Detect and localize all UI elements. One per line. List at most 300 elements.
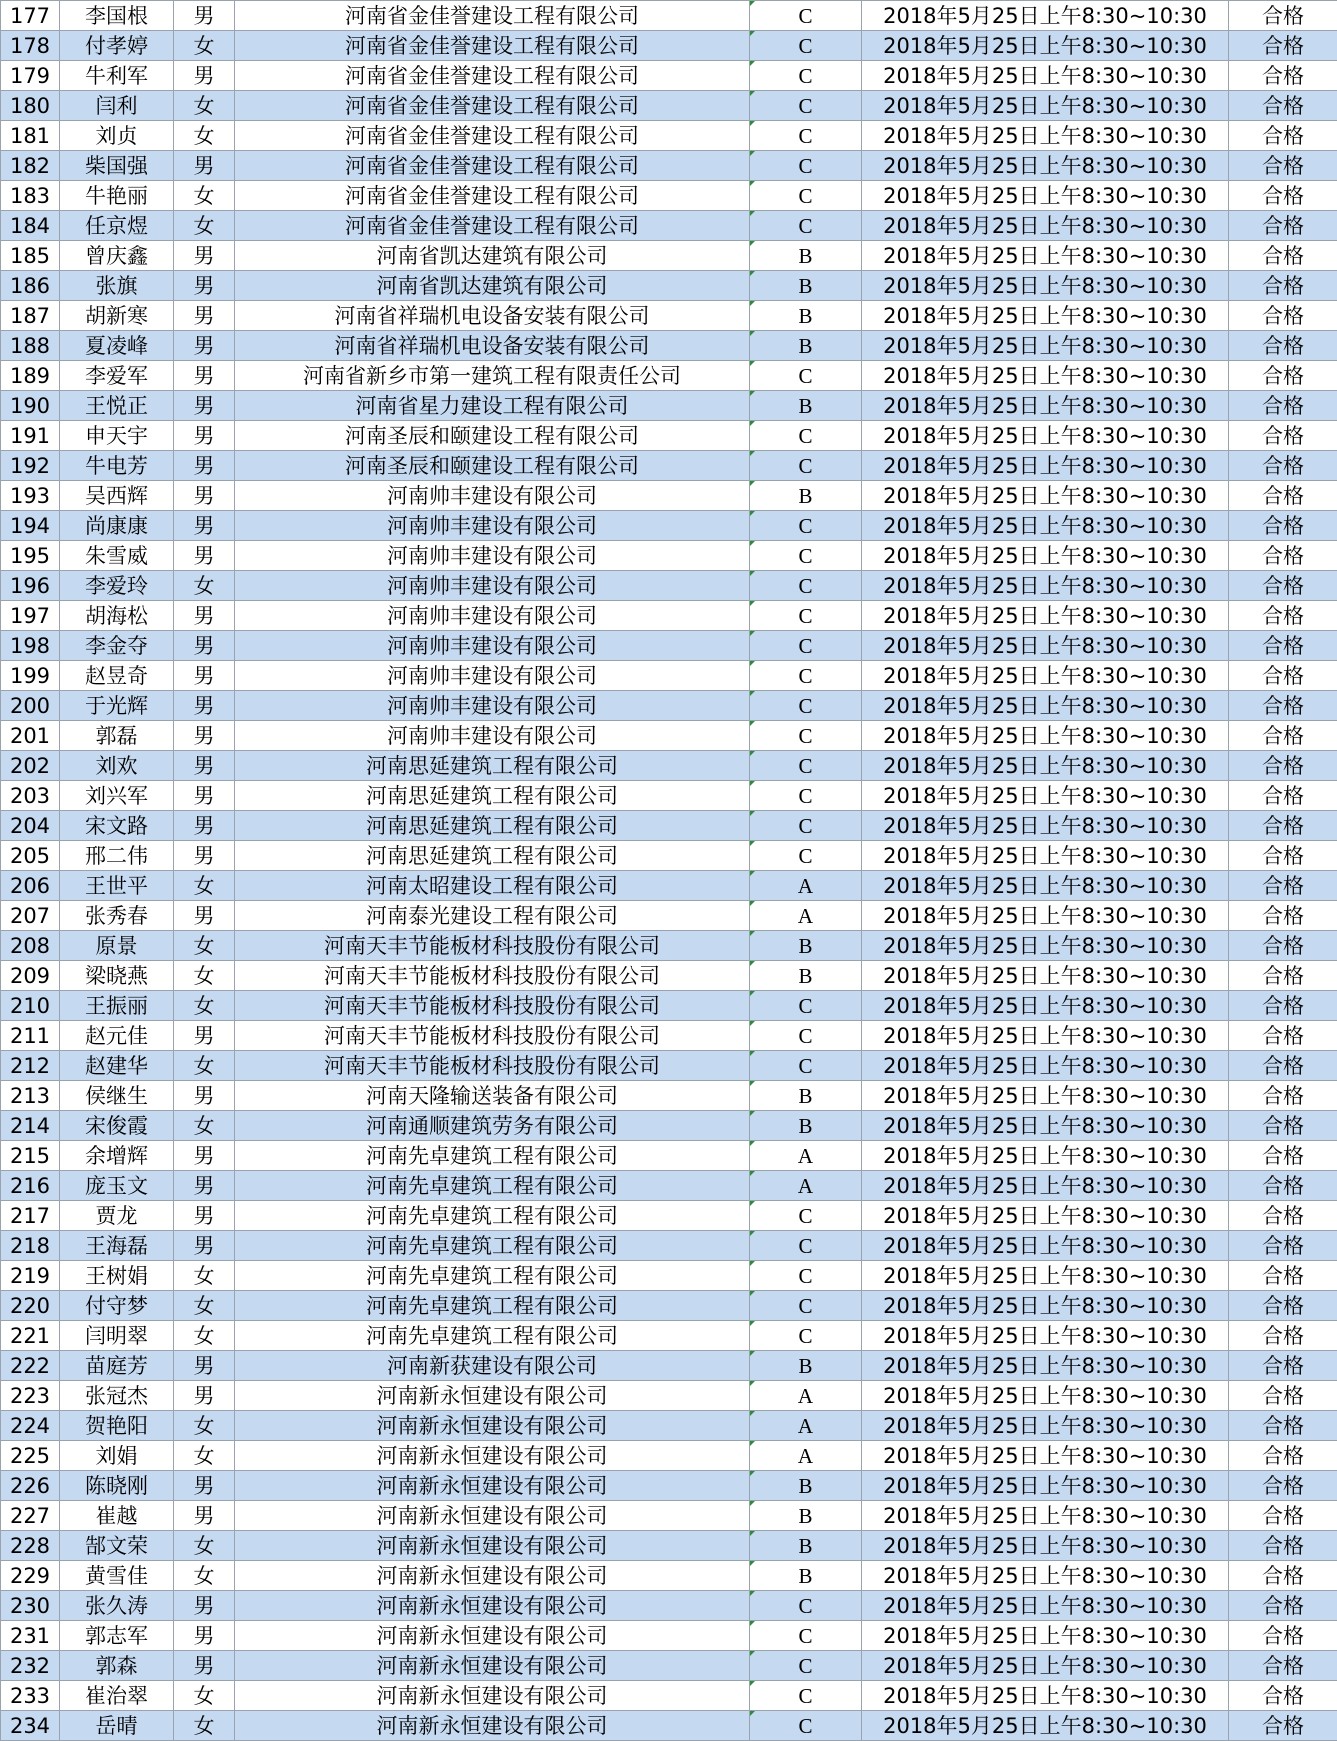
- cell-gender[interactable]: 女: [174, 1531, 235, 1561]
- cell-exam-time[interactable]: 2018年5月25日上午8:30~10:30: [862, 1591, 1229, 1621]
- cell-gender[interactable]: 男: [174, 1501, 235, 1531]
- cell-result[interactable]: 合格: [1229, 661, 1337, 691]
- cell-gender[interactable]: 女: [174, 1111, 235, 1141]
- cell-name[interactable]: 胡海松: [60, 601, 174, 631]
- cell-category[interactable]: B: [750, 481, 862, 511]
- cell-category[interactable]: C: [750, 691, 862, 721]
- cell-name[interactable]: 黄雪佳: [60, 1561, 174, 1591]
- cell-number[interactable]: 217: [1, 1201, 60, 1231]
- cell-result[interactable]: 合格: [1229, 511, 1337, 541]
- cell-name[interactable]: 邢二伟: [60, 841, 174, 871]
- cell-category[interactable]: B: [750, 1531, 862, 1561]
- cell-company[interactable]: 河南先卓建筑工程有限公司: [235, 1141, 750, 1171]
- cell-gender[interactable]: 女: [174, 571, 235, 601]
- cell-exam-time[interactable]: 2018年5月25日上午8:30~10:30: [862, 1051, 1229, 1081]
- cell-number[interactable]: 210: [1, 991, 60, 1021]
- cell-gender[interactable]: 女: [174, 1291, 235, 1321]
- cell-name[interactable]: 刘贞: [60, 121, 174, 151]
- cell-result[interactable]: 合格: [1229, 1411, 1337, 1441]
- cell-gender[interactable]: 女: [174, 991, 235, 1021]
- cell-result[interactable]: 合格: [1229, 571, 1337, 601]
- cell-gender[interactable]: 男: [174, 331, 235, 361]
- cell-exam-time[interactable]: 2018年5月25日上午8:30~10:30: [862, 901, 1229, 931]
- cell-category[interactable]: C: [750, 1, 862, 31]
- cell-gender[interactable]: 男: [174, 61, 235, 91]
- cell-category[interactable]: B: [750, 1351, 862, 1381]
- cell-company[interactable]: 河南天丰节能板材科技股份有限公司: [235, 1051, 750, 1081]
- cell-exam-time[interactable]: 2018年5月25日上午8:30~10:30: [862, 451, 1229, 481]
- cell-number[interactable]: 180: [1, 91, 60, 121]
- cell-result[interactable]: 合格: [1229, 1651, 1337, 1681]
- cell-number[interactable]: 228: [1, 1531, 60, 1561]
- cell-exam-time[interactable]: 2018年5月25日上午8:30~10:30: [862, 1651, 1229, 1681]
- cell-exam-time[interactable]: 2018年5月25日上午8:30~10:30: [862, 631, 1229, 661]
- cell-name[interactable]: 贺艳阳: [60, 1411, 174, 1441]
- cell-category[interactable]: C: [750, 511, 862, 541]
- cell-gender[interactable]: 男: [174, 271, 235, 301]
- cell-category[interactable]: C: [750, 1321, 862, 1351]
- cell-gender[interactable]: 男: [174, 811, 235, 841]
- cell-company[interactable]: 河南天丰节能板材科技股份有限公司: [235, 961, 750, 991]
- cell-company[interactable]: 河南先卓建筑工程有限公司: [235, 1201, 750, 1231]
- cell-result[interactable]: 合格: [1229, 691, 1337, 721]
- cell-name[interactable]: 牛艳丽: [60, 181, 174, 211]
- cell-exam-time[interactable]: 2018年5月25日上午8:30~10:30: [862, 871, 1229, 901]
- cell-category[interactable]: B: [750, 1501, 862, 1531]
- cell-name[interactable]: 苗庭芳: [60, 1351, 174, 1381]
- cell-number[interactable]: 189: [1, 361, 60, 391]
- cell-gender[interactable]: 女: [174, 871, 235, 901]
- cell-company[interactable]: 河南新获建设有限公司: [235, 1351, 750, 1381]
- cell-exam-time[interactable]: 2018年5月25日上午8:30~10:30: [862, 1711, 1229, 1741]
- cell-gender[interactable]: 女: [174, 1561, 235, 1591]
- cell-gender[interactable]: 女: [174, 961, 235, 991]
- cell-name[interactable]: 庞玉文: [60, 1171, 174, 1201]
- cell-name[interactable]: 赵昱奇: [60, 661, 174, 691]
- cell-number[interactable]: 191: [1, 421, 60, 451]
- cell-gender[interactable]: 女: [174, 1441, 235, 1471]
- cell-number[interactable]: 234: [1, 1711, 60, 1741]
- cell-number[interactable]: 218: [1, 1231, 60, 1261]
- cell-category[interactable]: B: [750, 1561, 862, 1591]
- cell-number[interactable]: 219: [1, 1261, 60, 1291]
- cell-number[interactable]: 223: [1, 1381, 60, 1411]
- cell-company[interactable]: 河南圣辰和颐建设工程有限公司: [235, 451, 750, 481]
- cell-exam-time[interactable]: 2018年5月25日上午8:30~10:30: [862, 1471, 1229, 1501]
- cell-result[interactable]: 合格: [1229, 211, 1337, 241]
- cell-exam-time[interactable]: 2018年5月25日上午8:30~10:30: [862, 1561, 1229, 1591]
- cell-name[interactable]: 刘兴军: [60, 781, 174, 811]
- cell-category[interactable]: C: [750, 121, 862, 151]
- cell-company[interactable]: 河南帅丰建设有限公司: [235, 661, 750, 691]
- cell-company[interactable]: 河南思延建筑工程有限公司: [235, 751, 750, 781]
- cell-name[interactable]: 郭磊: [60, 721, 174, 751]
- cell-exam-time[interactable]: 2018年5月25日上午8:30~10:30: [862, 721, 1229, 751]
- cell-exam-time[interactable]: 2018年5月25日上午8:30~10:30: [862, 661, 1229, 691]
- cell-category[interactable]: C: [750, 811, 862, 841]
- cell-company[interactable]: 河南新永恒建设有限公司: [235, 1441, 750, 1471]
- cell-gender[interactable]: 女: [174, 121, 235, 151]
- cell-name[interactable]: 王海磊: [60, 1231, 174, 1261]
- cell-number[interactable]: 194: [1, 511, 60, 541]
- cell-result[interactable]: 合格: [1229, 1231, 1337, 1261]
- cell-company[interactable]: 河南先卓建筑工程有限公司: [235, 1291, 750, 1321]
- cell-company[interactable]: 河南新永恒建设有限公司: [235, 1381, 750, 1411]
- cell-name[interactable]: 崔越: [60, 1501, 174, 1531]
- cell-category[interactable]: A: [750, 901, 862, 931]
- cell-category[interactable]: C: [750, 211, 862, 241]
- cell-gender[interactable]: 男: [174, 721, 235, 751]
- cell-gender[interactable]: 男: [174, 631, 235, 661]
- cell-gender[interactable]: 男: [174, 691, 235, 721]
- cell-result[interactable]: 合格: [1229, 1501, 1337, 1531]
- cell-number[interactable]: 208: [1, 931, 60, 961]
- cell-name[interactable]: 付守梦: [60, 1291, 174, 1321]
- cell-result[interactable]: 合格: [1229, 781, 1337, 811]
- cell-number[interactable]: 182: [1, 151, 60, 181]
- cell-category[interactable]: C: [750, 31, 862, 61]
- cell-company[interactable]: 河南新永恒建设有限公司: [235, 1501, 750, 1531]
- cell-result[interactable]: 合格: [1229, 1621, 1337, 1651]
- cell-result[interactable]: 合格: [1229, 331, 1337, 361]
- cell-company[interactable]: 河南省祥瑞机电设备安装有限公司: [235, 301, 750, 331]
- cell-company[interactable]: 河南思延建筑工程有限公司: [235, 781, 750, 811]
- cell-result[interactable]: 合格: [1229, 1201, 1337, 1231]
- cell-exam-time[interactable]: 2018年5月25日上午8:30~10:30: [862, 1081, 1229, 1111]
- cell-number[interactable]: 226: [1, 1471, 60, 1501]
- cell-result[interactable]: 合格: [1229, 721, 1337, 751]
- cell-name[interactable]: 任京煜: [60, 211, 174, 241]
- cell-category[interactable]: B: [750, 931, 862, 961]
- cell-number[interactable]: 186: [1, 271, 60, 301]
- cell-number[interactable]: 201: [1, 721, 60, 751]
- cell-company[interactable]: 河南帅丰建设有限公司: [235, 481, 750, 511]
- cell-company[interactable]: 河南先卓建筑工程有限公司: [235, 1231, 750, 1261]
- cell-company[interactable]: 河南省金佳誉建设工程有限公司: [235, 61, 750, 91]
- cell-exam-time[interactable]: 2018年5月25日上午8:30~10:30: [862, 1, 1229, 31]
- cell-gender[interactable]: 男: [174, 1, 235, 31]
- cell-result[interactable]: 合格: [1229, 1, 1337, 31]
- cell-gender[interactable]: 男: [174, 1351, 235, 1381]
- cell-category[interactable]: C: [750, 751, 862, 781]
- cell-company[interactable]: 河南新永恒建设有限公司: [235, 1531, 750, 1561]
- cell-number[interactable]: 214: [1, 1111, 60, 1141]
- cell-result[interactable]: 合格: [1229, 961, 1337, 991]
- cell-gender[interactable]: 男: [174, 601, 235, 631]
- cell-result[interactable]: 合格: [1229, 541, 1337, 571]
- cell-category[interactable]: B: [750, 961, 862, 991]
- cell-category[interactable]: A: [750, 871, 862, 901]
- cell-name[interactable]: 原景: [60, 931, 174, 961]
- cell-name[interactable]: 张久涛: [60, 1591, 174, 1621]
- cell-result[interactable]: 合格: [1229, 1711, 1337, 1741]
- cell-result[interactable]: 合格: [1229, 391, 1337, 421]
- cell-name[interactable]: 张秀春: [60, 901, 174, 931]
- cell-result[interactable]: 合格: [1229, 451, 1337, 481]
- cell-company[interactable]: 河南新永恒建设有限公司: [235, 1411, 750, 1441]
- cell-category[interactable]: A: [750, 1141, 862, 1171]
- cell-gender[interactable]: 男: [174, 751, 235, 781]
- cell-gender[interactable]: 男: [174, 1171, 235, 1201]
- cell-name[interactable]: 赵建华: [60, 1051, 174, 1081]
- cell-name[interactable]: 于光辉: [60, 691, 174, 721]
- cell-name[interactable]: 余增辉: [60, 1141, 174, 1171]
- cell-name[interactable]: 曾庆鑫: [60, 241, 174, 271]
- cell-exam-time[interactable]: 2018年5月25日上午8:30~10:30: [862, 271, 1229, 301]
- cell-number[interactable]: 207: [1, 901, 60, 931]
- cell-result[interactable]: 合格: [1229, 871, 1337, 901]
- cell-gender[interactable]: 男: [174, 1651, 235, 1681]
- cell-category[interactable]: C: [750, 151, 862, 181]
- cell-gender[interactable]: 男: [174, 1381, 235, 1411]
- cell-result[interactable]: 合格: [1229, 91, 1337, 121]
- cell-number[interactable]: 230: [1, 1591, 60, 1621]
- cell-company[interactable]: 河南新永恒建设有限公司: [235, 1681, 750, 1711]
- cell-category[interactable]: C: [750, 451, 862, 481]
- cell-result[interactable]: 合格: [1229, 1081, 1337, 1111]
- cell-exam-time[interactable]: 2018年5月25日上午8:30~10:30: [862, 1681, 1229, 1711]
- cell-name[interactable]: 王振丽: [60, 991, 174, 1021]
- cell-number[interactable]: 183: [1, 181, 60, 211]
- cell-gender[interactable]: 男: [174, 511, 235, 541]
- cell-name[interactable]: 陈晓刚: [60, 1471, 174, 1501]
- cell-number[interactable]: 184: [1, 211, 60, 241]
- cell-exam-time[interactable]: 2018年5月25日上午8:30~10:30: [862, 1171, 1229, 1201]
- cell-gender[interactable]: 女: [174, 181, 235, 211]
- cell-name[interactable]: 柴国强: [60, 151, 174, 181]
- cell-number[interactable]: 220: [1, 1291, 60, 1321]
- cell-name[interactable]: 王树娟: [60, 1261, 174, 1291]
- cell-result[interactable]: 合格: [1229, 991, 1337, 1021]
- cell-company[interactable]: 河南新永恒建设有限公司: [235, 1591, 750, 1621]
- cell-result[interactable]: 合格: [1229, 811, 1337, 841]
- cell-number[interactable]: 197: [1, 601, 60, 631]
- cell-exam-time[interactable]: 2018年5月25日上午8:30~10:30: [862, 1291, 1229, 1321]
- cell-company[interactable]: 河南省凯达建筑有限公司: [235, 241, 750, 271]
- cell-result[interactable]: 合格: [1229, 271, 1337, 301]
- cell-name[interactable]: 李爱军: [60, 361, 174, 391]
- cell-gender[interactable]: 男: [174, 901, 235, 931]
- cell-company[interactable]: 河南省金佳誉建设工程有限公司: [235, 1, 750, 31]
- cell-category[interactable]: B: [750, 1081, 862, 1111]
- cell-name[interactable]: 张冠杰: [60, 1381, 174, 1411]
- cell-number[interactable]: 193: [1, 481, 60, 511]
- cell-result[interactable]: 合格: [1229, 1561, 1337, 1591]
- cell-number[interactable]: 192: [1, 451, 60, 481]
- cell-category[interactable]: C: [750, 781, 862, 811]
- cell-name[interactable]: 梁晓燕: [60, 961, 174, 991]
- cell-company[interactable]: 河南先卓建筑工程有限公司: [235, 1261, 750, 1291]
- cell-category[interactable]: C: [750, 1621, 862, 1651]
- cell-category[interactable]: C: [750, 181, 862, 211]
- cell-company[interactable]: 河南天丰节能板材科技股份有限公司: [235, 991, 750, 1021]
- cell-result[interactable]: 合格: [1229, 901, 1337, 931]
- cell-gender[interactable]: 男: [174, 841, 235, 871]
- cell-name[interactable]: 付孝婷: [60, 31, 174, 61]
- cell-number[interactable]: 205: [1, 841, 60, 871]
- cell-number[interactable]: 188: [1, 331, 60, 361]
- cell-exam-time[interactable]: 2018年5月25日上午8:30~10:30: [862, 991, 1229, 1021]
- cell-exam-time[interactable]: 2018年5月25日上午8:30~10:30: [862, 421, 1229, 451]
- cell-result[interactable]: 合格: [1229, 1351, 1337, 1381]
- cell-category[interactable]: C: [750, 91, 862, 121]
- cell-name[interactable]: 郜文荣: [60, 1531, 174, 1561]
- cell-number[interactable]: 222: [1, 1351, 60, 1381]
- cell-gender[interactable]: 女: [174, 1321, 235, 1351]
- cell-number[interactable]: 225: [1, 1441, 60, 1471]
- cell-company[interactable]: 河南省金佳誉建设工程有限公司: [235, 121, 750, 151]
- cell-name[interactable]: 贾龙: [60, 1201, 174, 1231]
- cell-number[interactable]: 204: [1, 811, 60, 841]
- cell-name[interactable]: 胡新寒: [60, 301, 174, 331]
- cell-category[interactable]: C: [750, 1291, 862, 1321]
- cell-name[interactable]: 李国根: [60, 1, 174, 31]
- cell-category[interactable]: B: [750, 1111, 862, 1141]
- cell-company[interactable]: 河南新永恒建设有限公司: [235, 1651, 750, 1681]
- cell-name[interactable]: 宋俊霞: [60, 1111, 174, 1141]
- cell-category[interactable]: C: [750, 421, 862, 451]
- cell-exam-time[interactable]: 2018年5月25日上午8:30~10:30: [862, 781, 1229, 811]
- cell-number[interactable]: 229: [1, 1561, 60, 1591]
- cell-category[interactable]: A: [750, 1411, 862, 1441]
- cell-gender[interactable]: 男: [174, 391, 235, 421]
- cell-number[interactable]: 212: [1, 1051, 60, 1081]
- cell-number[interactable]: 216: [1, 1171, 60, 1201]
- cell-result[interactable]: 合格: [1229, 181, 1337, 211]
- cell-gender[interactable]: 女: [174, 1051, 235, 1081]
- cell-result[interactable]: 合格: [1229, 1441, 1337, 1471]
- cell-result[interactable]: 合格: [1229, 1141, 1337, 1171]
- cell-number[interactable]: 231: [1, 1621, 60, 1651]
- cell-gender[interactable]: 女: [174, 1681, 235, 1711]
- cell-name[interactable]: 尚康康: [60, 511, 174, 541]
- cell-result[interactable]: 合格: [1229, 1471, 1337, 1501]
- cell-gender[interactable]: 男: [174, 421, 235, 451]
- cell-number[interactable]: 211: [1, 1021, 60, 1051]
- cell-gender[interactable]: 男: [174, 451, 235, 481]
- cell-name[interactable]: 闫明翠: [60, 1321, 174, 1351]
- cell-exam-time[interactable]: 2018年5月25日上午8:30~10:30: [862, 211, 1229, 241]
- cell-name[interactable]: 王悦正: [60, 391, 174, 421]
- cell-name[interactable]: 申天宇: [60, 421, 174, 451]
- cell-exam-time[interactable]: 2018年5月25日上午8:30~10:30: [862, 391, 1229, 421]
- cell-result[interactable]: 合格: [1229, 481, 1337, 511]
- cell-name[interactable]: 郭志军: [60, 1621, 174, 1651]
- cell-exam-time[interactable]: 2018年5月25日上午8:30~10:30: [862, 1141, 1229, 1171]
- cell-result[interactable]: 合格: [1229, 361, 1337, 391]
- cell-exam-time[interactable]: 2018年5月25日上午8:30~10:30: [862, 151, 1229, 181]
- cell-company[interactable]: 河南思延建筑工程有限公司: [235, 811, 750, 841]
- cell-name[interactable]: 崔治翠: [60, 1681, 174, 1711]
- cell-gender[interactable]: 女: [174, 1711, 235, 1741]
- cell-exam-time[interactable]: 2018年5月25日上午8:30~10:30: [862, 241, 1229, 271]
- cell-name[interactable]: 侯继生: [60, 1081, 174, 1111]
- cell-exam-time[interactable]: 2018年5月25日上午8:30~10:30: [862, 1411, 1229, 1441]
- cell-company[interactable]: 河南省金佳誉建设工程有限公司: [235, 151, 750, 181]
- cell-name[interactable]: 王世平: [60, 871, 174, 901]
- cell-exam-time[interactable]: 2018年5月25日上午8:30~10:30: [862, 1441, 1229, 1471]
- cell-number[interactable]: 179: [1, 61, 60, 91]
- cell-name[interactable]: 朱雪威: [60, 541, 174, 571]
- cell-number[interactable]: 198: [1, 631, 60, 661]
- cell-exam-time[interactable]: 2018年5月25日上午8:30~10:30: [862, 1111, 1229, 1141]
- cell-company[interactable]: 河南省金佳誉建设工程有限公司: [235, 211, 750, 241]
- cell-number[interactable]: 203: [1, 781, 60, 811]
- cell-company[interactable]: 河南天隆输送装备有限公司: [235, 1081, 750, 1111]
- cell-exam-time[interactable]: 2018年5月25日上午8:30~10:30: [862, 181, 1229, 211]
- cell-result[interactable]: 合格: [1229, 1681, 1337, 1711]
- cell-company[interactable]: 河南省金佳誉建设工程有限公司: [235, 31, 750, 61]
- cell-gender[interactable]: 男: [174, 1201, 235, 1231]
- cell-name[interactable]: 牛利军: [60, 61, 174, 91]
- cell-result[interactable]: 合格: [1229, 1531, 1337, 1561]
- cell-number[interactable]: 233: [1, 1681, 60, 1711]
- cell-exam-time[interactable]: 2018年5月25日上午8:30~10:30: [862, 31, 1229, 61]
- cell-exam-time[interactable]: 2018年5月25日上午8:30~10:30: [862, 1261, 1229, 1291]
- cell-gender[interactable]: 男: [174, 481, 235, 511]
- cell-name[interactable]: 赵元佳: [60, 1021, 174, 1051]
- cell-exam-time[interactable]: 2018年5月25日上午8:30~10:30: [862, 1531, 1229, 1561]
- cell-name[interactable]: 牛电芳: [60, 451, 174, 481]
- cell-category[interactable]: C: [750, 661, 862, 691]
- cell-result[interactable]: 合格: [1229, 1261, 1337, 1291]
- cell-exam-time[interactable]: 2018年5月25日上午8:30~10:30: [862, 91, 1229, 121]
- cell-result[interactable]: 合格: [1229, 1591, 1337, 1621]
- cell-result[interactable]: 合格: [1229, 1111, 1337, 1141]
- cell-name[interactable]: 闫利: [60, 91, 174, 121]
- cell-exam-time[interactable]: 2018年5月25日上午8:30~10:30: [862, 1021, 1229, 1051]
- cell-gender[interactable]: 男: [174, 541, 235, 571]
- cell-gender[interactable]: 女: [174, 1411, 235, 1441]
- cell-name[interactable]: 吴西辉: [60, 481, 174, 511]
- cell-company[interactable]: 河南新永恒建设有限公司: [235, 1711, 750, 1741]
- cell-company[interactable]: 河南省星力建设工程有限公司: [235, 391, 750, 421]
- cell-number[interactable]: 206: [1, 871, 60, 901]
- cell-exam-time[interactable]: 2018年5月25日上午8:30~10:30: [862, 331, 1229, 361]
- cell-company[interactable]: 河南帅丰建设有限公司: [235, 631, 750, 661]
- cell-company[interactable]: 河南省金佳誉建设工程有限公司: [235, 91, 750, 121]
- cell-company[interactable]: 河南新永恒建设有限公司: [235, 1471, 750, 1501]
- cell-gender[interactable]: 女: [174, 31, 235, 61]
- cell-result[interactable]: 合格: [1229, 301, 1337, 331]
- cell-exam-time[interactable]: 2018年5月25日上午8:30~10:30: [862, 1501, 1229, 1531]
- cell-category[interactable]: A: [750, 1441, 862, 1471]
- cell-result[interactable]: 合格: [1229, 31, 1337, 61]
- cell-result[interactable]: 合格: [1229, 61, 1337, 91]
- cell-result[interactable]: 合格: [1229, 1381, 1337, 1411]
- cell-number[interactable]: 195: [1, 541, 60, 571]
- cell-number[interactable]: 178: [1, 31, 60, 61]
- cell-exam-time[interactable]: 2018年5月25日上午8:30~10:30: [862, 1201, 1229, 1231]
- cell-category[interactable]: C: [750, 721, 862, 751]
- cell-category[interactable]: A: [750, 1381, 862, 1411]
- cell-number[interactable]: 181: [1, 121, 60, 151]
- cell-category[interactable]: C: [750, 1681, 862, 1711]
- cell-company[interactable]: 河南思延建筑工程有限公司: [235, 841, 750, 871]
- cell-company[interactable]: 河南天丰节能板材科技股份有限公司: [235, 1021, 750, 1051]
- cell-exam-time[interactable]: 2018年5月25日上午8:30~10:30: [862, 1321, 1229, 1351]
- cell-company[interactable]: 河南先卓建筑工程有限公司: [235, 1321, 750, 1351]
- cell-number[interactable]: 196: [1, 571, 60, 601]
- cell-company[interactable]: 河南省祥瑞机电设备安装有限公司: [235, 331, 750, 361]
- cell-exam-time[interactable]: 2018年5月25日上午8:30~10:30: [862, 751, 1229, 781]
- cell-company[interactable]: 河南泰光建设工程有限公司: [235, 901, 750, 931]
- cell-name[interactable]: 郭森: [60, 1651, 174, 1681]
- cell-exam-time[interactable]: 2018年5月25日上午8:30~10:30: [862, 961, 1229, 991]
- cell-result[interactable]: 合格: [1229, 121, 1337, 151]
- cell-exam-time[interactable]: 2018年5月25日上午8:30~10:30: [862, 691, 1229, 721]
- cell-category[interactable]: C: [750, 601, 862, 631]
